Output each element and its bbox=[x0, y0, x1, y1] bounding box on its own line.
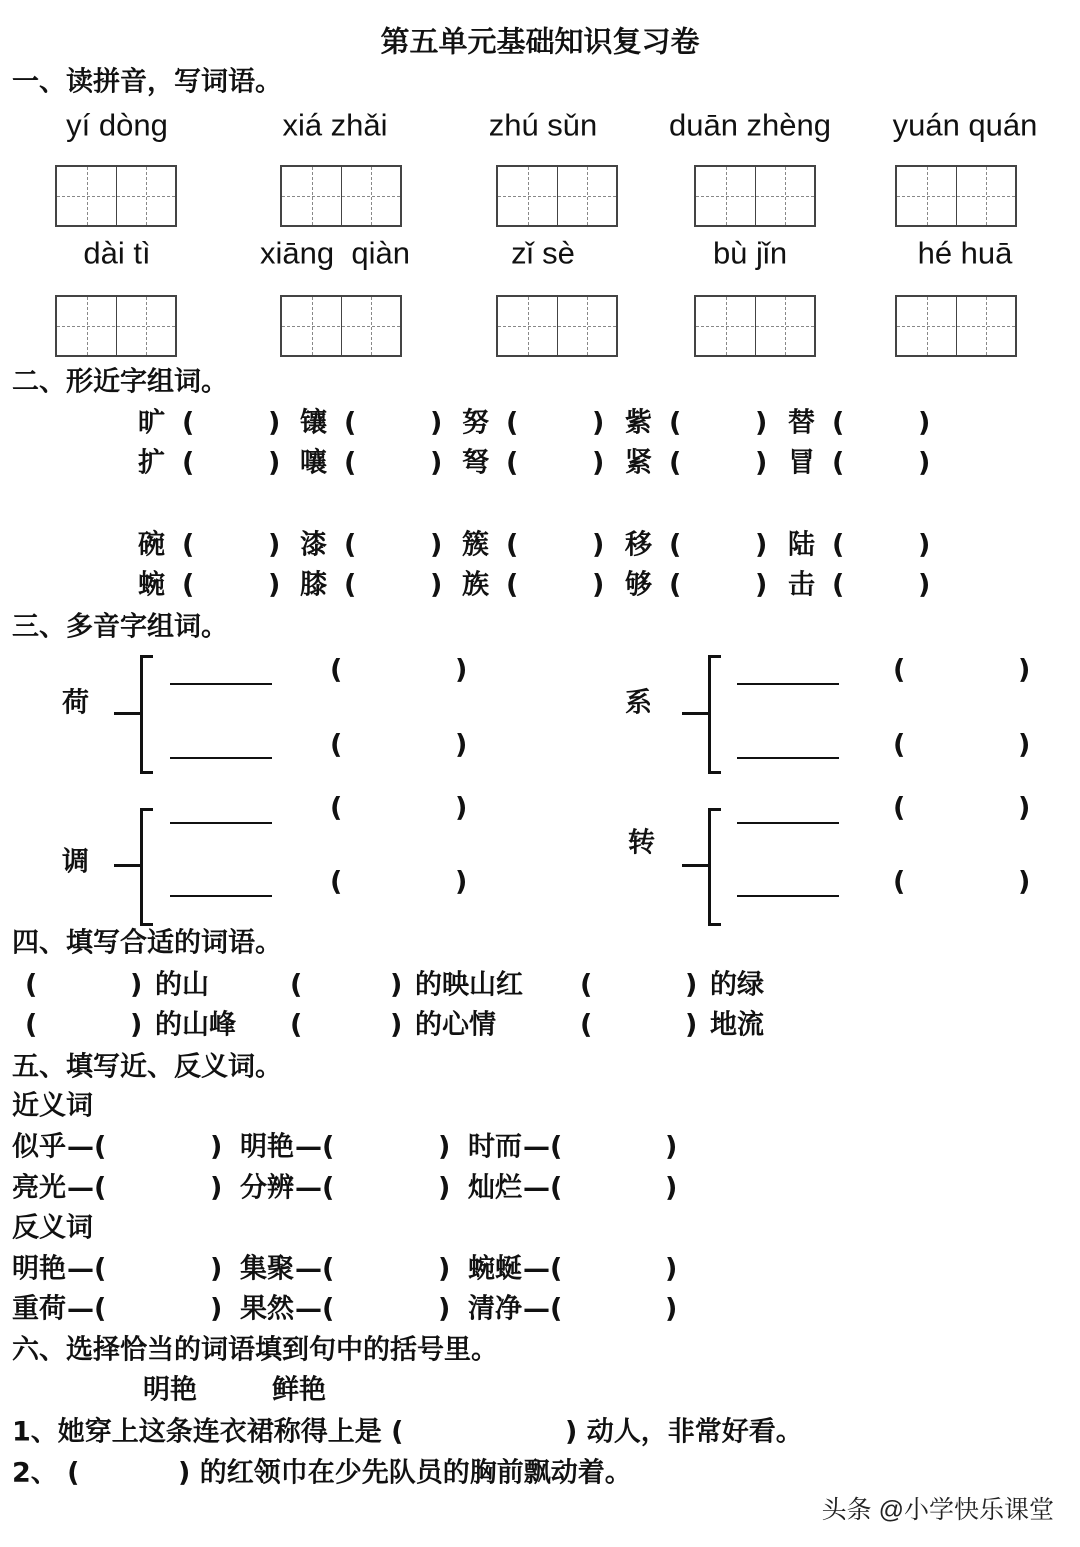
answer-paren-open[interactable]: ( bbox=[832, 529, 845, 561]
answer-blank[interactable] bbox=[170, 683, 272, 685]
word: 明艳 bbox=[12, 1253, 66, 1285]
pinyin-paren-open[interactable]: ( bbox=[893, 729, 906, 761]
pinyin-paren-open[interactable]: ( bbox=[893, 792, 906, 824]
answer-paren-close: ) bbox=[390, 1009, 403, 1041]
answer-paren-close: ) bbox=[918, 569, 931, 601]
answer-paren-open[interactable]: ( bbox=[580, 1009, 593, 1041]
answer-paren-open[interactable]: ( bbox=[344, 447, 357, 479]
answer-blank[interactable] bbox=[737, 683, 839, 685]
word: 灿烂 bbox=[468, 1172, 522, 1204]
similar-character: 膝 bbox=[300, 569, 327, 601]
phrase-text: 地流 bbox=[710, 1009, 764, 1041]
answer-paren-close: ) bbox=[592, 447, 605, 479]
similar-character: 嚷 bbox=[300, 447, 327, 479]
answer-paren-close: ) bbox=[755, 569, 768, 601]
watermark: 头条 @小学快乐课堂 bbox=[821, 1496, 1054, 1524]
answer-paren-open[interactable]: —( bbox=[67, 1172, 107, 1204]
brace-stem bbox=[114, 864, 140, 867]
answer-paren-close: ) bbox=[755, 407, 768, 439]
answer-paren-close: ) bbox=[592, 407, 605, 439]
answer-paren-close: ) bbox=[665, 1253, 678, 1285]
answer-paren-open[interactable]: ( bbox=[669, 447, 682, 479]
answer-paren-close: ) bbox=[268, 447, 281, 479]
answer-paren-close: ) bbox=[592, 569, 605, 601]
brace bbox=[140, 808, 153, 926]
word: 明艳 bbox=[240, 1131, 294, 1163]
pinyin-paren-open[interactable]: ( bbox=[893, 866, 906, 898]
answer-blank[interactable] bbox=[737, 757, 839, 759]
phrase-text: 的山 bbox=[155, 969, 209, 1001]
pinyin-paren-close: ) bbox=[455, 866, 468, 898]
word: 时而 bbox=[468, 1131, 522, 1163]
pinyin-paren-open[interactable]: ( bbox=[330, 866, 343, 898]
synonym-label: 近义词 bbox=[12, 1090, 93, 1122]
writing-grid[interactable] bbox=[496, 165, 618, 227]
answer-paren-close: ) bbox=[430, 447, 443, 479]
answer-paren-close: ) bbox=[438, 1293, 451, 1325]
pinyin-paren-close: ) bbox=[1018, 729, 1031, 761]
answer-paren-close: ) bbox=[210, 1253, 223, 1285]
answer-paren-open[interactable]: —( bbox=[523, 1172, 563, 1204]
pinyin-label: duān zhèng bbox=[668, 107, 832, 143]
word: 清净 bbox=[468, 1293, 522, 1325]
similar-character: 陆 bbox=[788, 529, 815, 561]
answer-paren-open[interactable]: ( bbox=[290, 969, 303, 1001]
answer-paren-close: ) bbox=[685, 1009, 698, 1041]
answer-paren-open[interactable]: ( bbox=[290, 1009, 303, 1041]
answer-paren-open[interactable]: —( bbox=[523, 1131, 563, 1163]
answer-paren-open[interactable]: ( bbox=[669, 529, 682, 561]
similar-character: 击 bbox=[788, 569, 815, 601]
answer-paren-open[interactable]: ( bbox=[506, 569, 519, 601]
polyphone-character: 转 bbox=[628, 827, 655, 859]
answer-paren-open[interactable]: —( bbox=[295, 1293, 335, 1325]
section-6-heading: 六、选择恰当的词语填到句中的括号里。 bbox=[12, 1334, 498, 1366]
answer-paren-open[interactable]: ( bbox=[832, 569, 845, 601]
question-2-start: 2、 ( bbox=[12, 1457, 80, 1489]
section-3-heading: 三、多音字组词。 bbox=[12, 611, 228, 643]
page-title: 第五单元基础知识复习卷 bbox=[380, 24, 700, 59]
writing-grid[interactable] bbox=[694, 295, 816, 357]
answer-paren-open[interactable]: ( bbox=[669, 569, 682, 601]
phrase-text: 的心情 bbox=[415, 1009, 496, 1041]
similar-character: 旷 bbox=[138, 407, 165, 439]
answer-paren-open[interactable]: ( bbox=[506, 529, 519, 561]
answer-paren-close: ) bbox=[685, 969, 698, 1001]
pinyin-paren-close: ) bbox=[455, 654, 468, 686]
brace-stem bbox=[682, 712, 708, 715]
answer-paren-close: ) bbox=[438, 1253, 451, 1285]
answer-paren-close: ) bbox=[592, 529, 605, 561]
section-1-heading: 一、读拼音，写词语。 bbox=[12, 66, 282, 98]
answer-blank[interactable] bbox=[737, 822, 839, 824]
pinyin-paren-close: ) bbox=[455, 729, 468, 761]
answer-paren-open[interactable]: ( bbox=[506, 447, 519, 479]
answer-paren-open[interactable]: ( bbox=[832, 447, 845, 479]
writing-grid[interactable] bbox=[55, 295, 177, 357]
answer-paren-open[interactable]: ( bbox=[832, 407, 845, 439]
answer-paren-open[interactable]: —( bbox=[295, 1172, 335, 1204]
option-word: 鲜艳 bbox=[272, 1374, 326, 1406]
pinyin-label: xiá zhǎi bbox=[282, 107, 388, 143]
answer-paren-open[interactable]: —( bbox=[295, 1131, 335, 1163]
word: 似乎 bbox=[12, 1131, 66, 1163]
answer-paren-close: ) bbox=[268, 569, 281, 601]
polyphone-character: 调 bbox=[62, 846, 89, 878]
answer-paren-open[interactable]: ( bbox=[182, 447, 195, 479]
answer-blank[interactable] bbox=[170, 822, 272, 824]
answer-paren-open[interactable]: ( bbox=[182, 529, 195, 561]
word: 分辨 bbox=[240, 1172, 294, 1204]
similar-character: 扩 bbox=[138, 447, 165, 479]
answer-paren-close: ) bbox=[755, 529, 768, 561]
answer-paren-open[interactable]: ( bbox=[669, 407, 682, 439]
answer-paren-close: ) bbox=[210, 1293, 223, 1325]
phrase-text: 的绿 bbox=[710, 969, 764, 1001]
antonym-label: 反义词 bbox=[12, 1212, 93, 1244]
answer-paren-open[interactable]: ( bbox=[344, 529, 357, 561]
answer-paren-close: ) bbox=[918, 407, 931, 439]
pinyin-label: zǐ sè bbox=[511, 235, 575, 271]
similar-character: 替 bbox=[788, 407, 815, 439]
answer-paren-open[interactable]: —( bbox=[295, 1253, 335, 1285]
pinyin-label: dài tì bbox=[83, 235, 151, 271]
question-2-end: ) 的红领巾在少先队员的胸前飘动着。 bbox=[178, 1457, 632, 1489]
phrase-text: 的映山红 bbox=[415, 969, 523, 1001]
writing-grid[interactable] bbox=[895, 165, 1017, 227]
pinyin-label: hé huā bbox=[917, 235, 1013, 271]
similar-character: 冒 bbox=[788, 447, 815, 479]
answer-paren-open[interactable]: —( bbox=[523, 1293, 563, 1325]
answer-paren-open[interactable]: ( bbox=[25, 1009, 38, 1041]
answer-paren-open[interactable]: —( bbox=[523, 1253, 563, 1285]
word: 亮光 bbox=[12, 1172, 66, 1204]
answer-paren-close: ) bbox=[430, 529, 443, 561]
answer-blank[interactable] bbox=[737, 895, 839, 897]
answer-paren-close: ) bbox=[130, 969, 143, 1001]
similar-character: 碗 bbox=[138, 529, 165, 561]
answer-paren-open[interactable]: ( bbox=[506, 407, 519, 439]
similar-character: 弩 bbox=[462, 447, 489, 479]
answer-paren-close: ) bbox=[130, 1009, 143, 1041]
pinyin-paren-open[interactable]: ( bbox=[893, 654, 906, 686]
answer-paren-close: ) bbox=[268, 407, 281, 439]
pinyin-label: yí dòng bbox=[66, 107, 168, 143]
similar-character: 簇 bbox=[462, 529, 489, 561]
answer-paren-open[interactable]: ( bbox=[25, 969, 38, 1001]
writing-grid[interactable] bbox=[496, 295, 618, 357]
answer-paren-close: ) bbox=[210, 1172, 223, 1204]
brace bbox=[140, 655, 153, 774]
similar-character: 漆 bbox=[300, 529, 327, 561]
answer-paren-open[interactable]: ( bbox=[182, 569, 195, 601]
answer-paren-close: ) bbox=[390, 969, 403, 1001]
pinyin-paren-open[interactable]: ( bbox=[330, 654, 343, 686]
similar-character: 够 bbox=[625, 569, 652, 601]
pinyin-label: bù jǐn bbox=[712, 235, 788, 271]
word: 果然 bbox=[240, 1293, 294, 1325]
section-2-heading: 二、形近字组词。 bbox=[12, 366, 228, 398]
answer-paren-open[interactable]: —( bbox=[67, 1293, 107, 1325]
question-1-start: 1、她穿上这条连衣裙称得上是 ( bbox=[12, 1416, 404, 1448]
answer-paren-open[interactable]: ( bbox=[344, 407, 357, 439]
answer-paren-close: ) bbox=[665, 1172, 678, 1204]
writing-grid[interactable] bbox=[280, 295, 402, 357]
answer-paren-open[interactable]: ( bbox=[182, 407, 195, 439]
section-5-heading: 五、填写近、反义词。 bbox=[12, 1051, 282, 1083]
answer-paren-close: ) bbox=[430, 569, 443, 601]
brace bbox=[708, 655, 721, 774]
polyphone-character: 荷 bbox=[62, 687, 89, 719]
writing-grid[interactable] bbox=[55, 165, 177, 227]
writing-grid[interactable] bbox=[694, 165, 816, 227]
phrase-text: 的山峰 bbox=[155, 1009, 236, 1041]
writing-grid[interactable] bbox=[895, 295, 1017, 357]
answer-paren-close: ) bbox=[918, 447, 931, 479]
pinyin-label: zhú sǔn bbox=[488, 107, 598, 143]
answer-paren-close: ) bbox=[755, 447, 768, 479]
section-4-heading: 四、填写合适的词语。 bbox=[12, 927, 282, 959]
answer-paren-open[interactable]: —( bbox=[67, 1131, 107, 1163]
answer-paren-close: ) bbox=[438, 1172, 451, 1204]
answer-paren-close: ) bbox=[268, 529, 281, 561]
polyphone-character: 系 bbox=[625, 687, 652, 719]
option-word: 明艳 bbox=[143, 1374, 197, 1406]
word: 集聚 bbox=[240, 1253, 294, 1285]
question-1-end: ) 动人，非常好看。 bbox=[565, 1416, 803, 1448]
pinyin-paren-close: ) bbox=[1018, 654, 1031, 686]
similar-character: 紧 bbox=[625, 447, 652, 479]
similar-character: 族 bbox=[462, 569, 489, 601]
similar-character: 蜿 bbox=[138, 569, 165, 601]
word: 重荷 bbox=[12, 1293, 66, 1325]
pinyin-paren-open[interactable]: ( bbox=[330, 792, 343, 824]
pinyin-paren-close: ) bbox=[455, 792, 468, 824]
answer-paren-open[interactable]: ( bbox=[580, 969, 593, 1001]
answer-paren-close: ) bbox=[438, 1131, 451, 1163]
brace bbox=[708, 808, 721, 926]
pinyin-label: xiāng qiàn bbox=[260, 235, 410, 271]
answer-paren-close: ) bbox=[918, 529, 931, 561]
answer-blank[interactable] bbox=[170, 757, 272, 759]
answer-paren-close: ) bbox=[210, 1131, 223, 1163]
answer-paren-close: ) bbox=[430, 407, 443, 439]
brace-stem bbox=[114, 712, 140, 715]
pinyin-paren-close: ) bbox=[1018, 792, 1031, 824]
answer-blank[interactable] bbox=[170, 895, 272, 897]
pinyin-label: yuán quán bbox=[892, 107, 1038, 143]
pinyin-paren-close: ) bbox=[1018, 866, 1031, 898]
answer-paren-close: ) bbox=[665, 1131, 678, 1163]
answer-paren-open[interactable]: —( bbox=[67, 1253, 107, 1285]
answer-paren-close: ) bbox=[665, 1293, 678, 1325]
similar-character: 努 bbox=[462, 407, 489, 439]
answer-paren-open[interactable]: ( bbox=[344, 569, 357, 601]
similar-character: 镶 bbox=[300, 407, 327, 439]
writing-grid[interactable] bbox=[280, 165, 402, 227]
similar-character: 移 bbox=[625, 529, 652, 561]
similar-character: 紫 bbox=[625, 407, 652, 439]
pinyin-paren-open[interactable]: ( bbox=[330, 729, 343, 761]
word: 蜿蜒 bbox=[468, 1253, 522, 1285]
brace-stem bbox=[682, 864, 708, 867]
